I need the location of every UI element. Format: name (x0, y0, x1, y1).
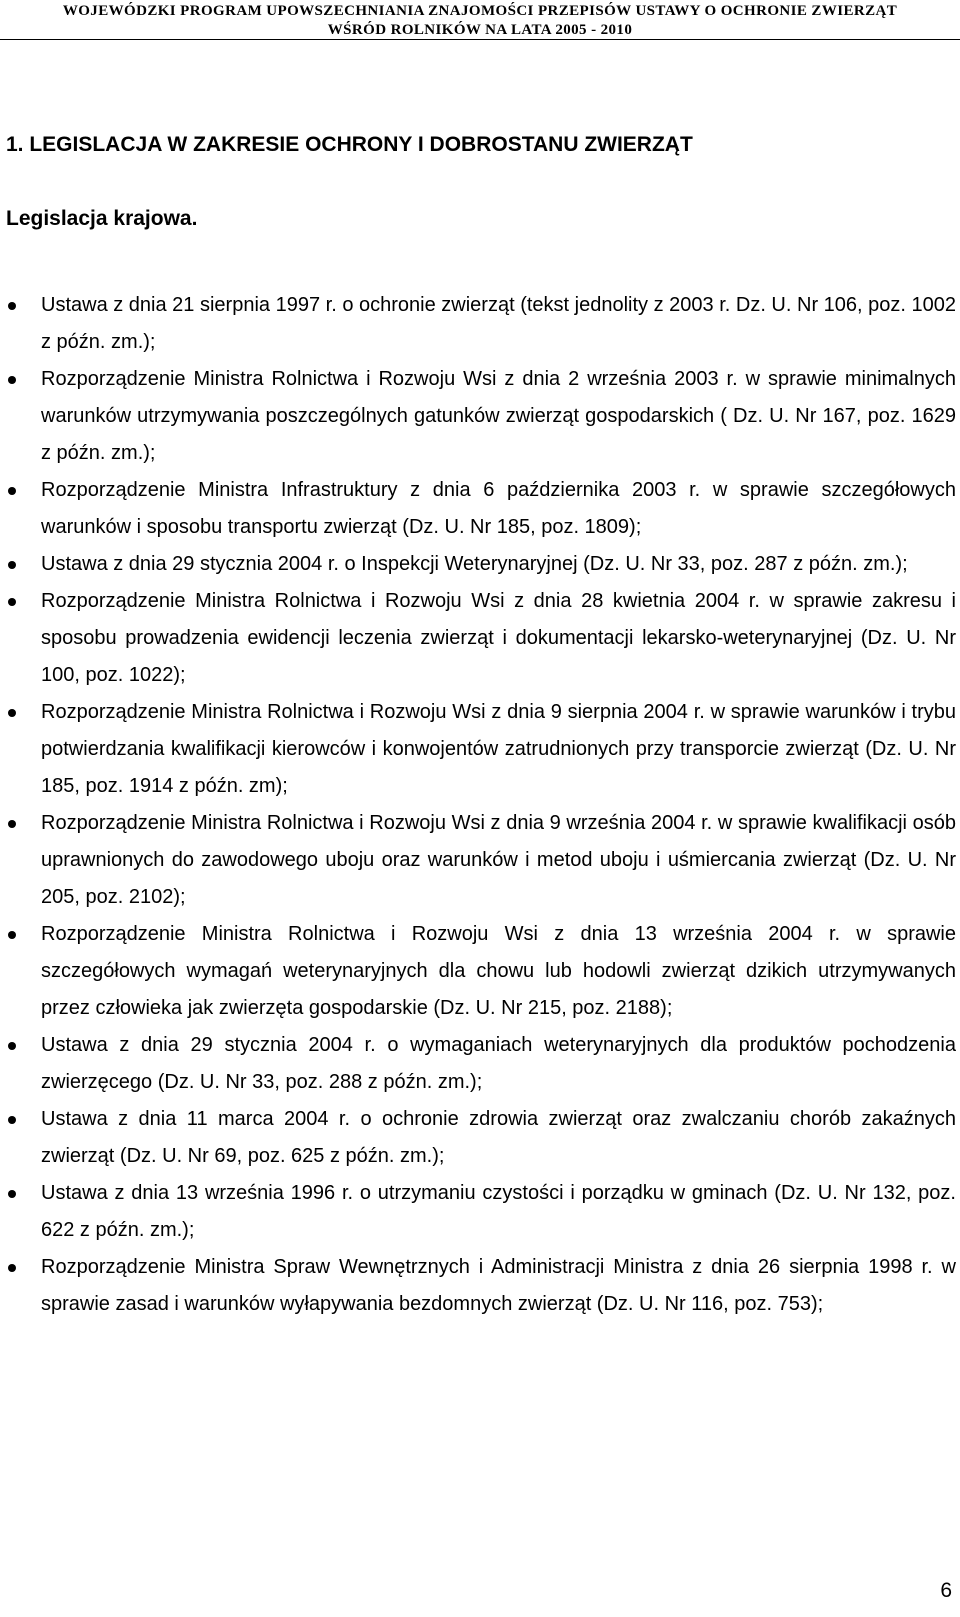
list-item (0, 1249, 956, 1323)
list-item-text: Rozporządzenie Ministra Rolnictwa i Rozwoju Wsi z dnia 9 sierpnia 2004 r. w sprawie warunków i trybu potwierdzania kwalifikacji kierowców i konwojentów zatrudnionych przy transporcie zwierząt (Dz. U. Nr 185, poz. 1914 z późn. zm); (41, 701, 956, 797)
list-item (0, 1175, 956, 1249)
bullet-icon (8, 598, 16, 606)
bullet-icon (8, 1116, 16, 1124)
bullet-icon (8, 709, 16, 717)
section-subtitle: Legislacja krajowa. (6, 207, 198, 230)
list-item-text: Ustawa z dnia 29 stycznia 2004 r. o Inspekcji Weterynaryjnej (Dz. U. Nr 33, poz. 287 z późn. zm.); (41, 553, 908, 575)
list-item (0, 287, 956, 361)
list-item (0, 916, 956, 1027)
list-item (0, 1101, 956, 1175)
list-item (0, 546, 956, 583)
list-item-text: Ustawa z dnia 21 sierpnia 1997 r. o ochronie zwierząt (tekst jednolity z 2003 r. Dz. U. Nr 106, poz. 1002 z późn. zm.); (41, 294, 956, 353)
bullet-icon (8, 931, 16, 939)
list-item-text: Rozporządzenie Ministra Rolnictwa i Rozwoju Wsi z dnia 13 września 2004 r. w sprawie szczegółowych wymagań weterynaryjnych dla chowu lub hodowli zwierząt dzikich utrzymywanych przez człowieka jak zwierzęta gospodarskie (Dz. U. Nr 215, poz. 2188); (41, 923, 956, 1019)
list-item-text: Ustawa z dnia 11 marca 2004 r. o ochronie zdrowia zwierząt oraz zwalczaniu chorób zakaźnych zwierząt (Dz. U. Nr 69, poz. 625 z późn. zm.); (41, 1108, 956, 1167)
list-item (0, 472, 956, 546)
list-item (0, 1027, 956, 1101)
list-item (0, 583, 956, 694)
legislation-list (0, 287, 956, 1323)
list-item-text: Rozporządzenie Ministra Rolnictwa i Rozwoju Wsi z dnia 2 września 2003 r. w sprawie minimalnych warunków utrzymywania poszczególnych gatunków zwierząt gospodarskich ( Dz. U. Nr 167, poz. 1629 z późn. zm.); (41, 368, 956, 464)
bullet-icon (8, 820, 16, 828)
section-title: 1. LEGISLACJA W ZAKRESIE OCHRONY I DOBROSTANU ZWIERZĄT (6, 133, 693, 156)
list-item-text: Ustawa z dnia 13 września 1996 r. o utrzymaniu czystości i porządku w gminach (Dz. U. Nr 132, poz. 622 z późn. zm.); (41, 1182, 956, 1241)
bullet-icon (8, 561, 16, 569)
header-line-1: WOJEWÓDZKI PROGRAM UPOWSZECHNIANIA ZNAJOMOŚCI PRZEPISÓW USTAWY O OCHRONIE ZWIERZĄT (62, 3, 898, 19)
list-item (0, 805, 956, 916)
page-number: 6 (940, 1579, 952, 1602)
list-item-text: Rozporządzenie Ministra Rolnictwa i Rozwoju Wsi z dnia 28 kwietnia 2004 r. w sprawie zakresu i sposobu prowadzenia ewidencji leczenia zwierząt i dokumentacji lekarsko-weterynaryjnej (Dz. U. Nr 100, poz. 1022); (41, 590, 956, 686)
bullet-icon (8, 1264, 16, 1272)
list-item (0, 694, 956, 805)
bullet-icon (8, 1190, 16, 1198)
bullet-icon (8, 487, 16, 495)
bullet-icon (8, 1042, 16, 1050)
list-item-text: Ustawa z dnia 29 stycznia 2004 r. o wymaganiach weterynaryjnych dla produktów pochodzenia zwierzęcego (Dz. U. Nr 33, poz. 288 z późn. zm.); (41, 1034, 956, 1093)
list-item (0, 361, 956, 472)
bullet-icon (8, 376, 16, 384)
list-item-text: Rozporządzenie Ministra Rolnictwa i Rozwoju Wsi z dnia 9 września 2004 r. w sprawie kwalifikacji osób uprawnionych do zawodowego uboju oraz warunków i metod uboju i uśmiercania zwierząt (Dz. U. Nr 205, poz. 2102); (41, 812, 956, 908)
page-header (0, 0, 960, 40)
bullet-icon (8, 302, 16, 310)
list-item-text: Rozporządzenie Ministra Infrastruktury z dnia 6 października 2003 r. w sprawie szczegółowych warunków i sposobu transportu zwierząt (Dz. U. Nr 185, poz. 1809); (41, 479, 956, 538)
header-line-2: WŚRÓD ROLNIKÓW NA LATA 2005 - 2010 (327, 22, 633, 38)
list-item-text: Rozporządzenie Ministra Spraw Wewnętrznych i Administracji Ministra z dnia 26 sierpnia 1998 r. w sprawie zasad i warunków wyłapywania bezdomnych zwierząt (Dz. U. Nr 116, poz. 753); (41, 1256, 956, 1315)
